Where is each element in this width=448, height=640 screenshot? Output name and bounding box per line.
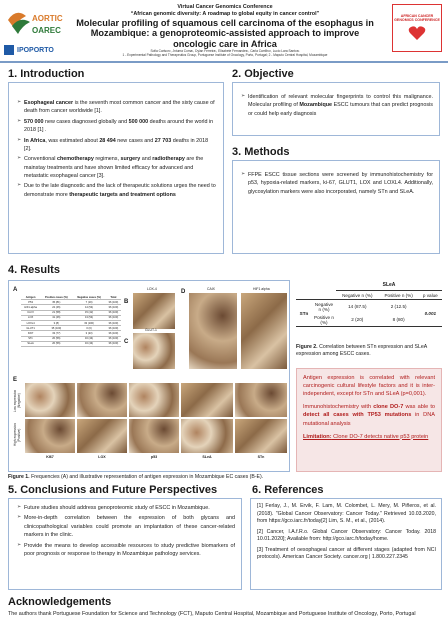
table-row: HIF1 alpha 22 (46) 14 (54) 36 (100): [21, 305, 121, 310]
oarec-logo-text: OAREC: [32, 26, 61, 35]
introduction-box: [8, 82, 224, 254]
list-item: ➢ Identification of relevant molecular fingerprints to control this malignance. Molecular profiling of Mozambique ESCC tumours that can predict prognosis or could help early diagnosis: [241, 93, 433, 118]
introduction-title: 1. Introduction: [8, 68, 85, 80]
list-item: ➢ More-in-depth correlation between the expression of both glycans and clinicopathological variables could promote an implantation of these cancer-related markers in the clinic.: [17, 514, 235, 539]
references-title: 6. References: [252, 484, 324, 496]
ipo-logo-text: IPOPORTO: [17, 46, 54, 54]
ki67-high-micrograph: [25, 419, 75, 453]
ki67-low-micrograph: [25, 383, 75, 417]
lox4-label: LOX-4: [147, 287, 157, 291]
col-label-stn: STn: [257, 455, 265, 459]
methods-box: [232, 160, 440, 254]
p53-high-micrograph: [129, 419, 179, 453]
list-item: ➢ Future studies should address genoproteomic study of ESCC in Mozambique.: [17, 504, 235, 512]
panel-label-e: E: [13, 377, 18, 383]
stn-slea-table: [296, 291, 442, 327]
objective-list: [241, 93, 433, 118]
finding-do7: Immunohistochemistry with clone DO-7 was able to detect all cases with TP53 mutations in DNA mutational analysis: [303, 404, 436, 427]
affiliations-text: 1 - Experimental Pathology and Therapeutics Group, Portuguese Institute of Oncology, Porto, Portugal; 2 - Maputo Central Hospital, Mozambique: [122, 52, 328, 57]
list-item: ➢ FFPE ESCC tissue sections were screened by immunohistochemistry for p53, hypoxia-related markers, ki-67, GLUT1, LOX and LOXL4. Additionally, glycosylation markers were also incorporated, namely STn and SLeA.: [241, 171, 433, 196]
objective-title: 2. Objective: [232, 68, 294, 80]
antigen-frequency-table: [21, 295, 121, 347]
table-row: SLeA 20 (56) 16 (44) 36 (100): [21, 341, 121, 346]
methods-list: [241, 171, 433, 196]
figure-1-caption: Figure 1. Frequencies (A) and illustrative representation of antigen expression in Mozambique EC cases (B-E).: [8, 474, 264, 480]
caix-label: CAIX: [207, 287, 215, 291]
high-expression-label: High expression (Positive): [13, 423, 21, 447]
list-item: ➢ Conventional chemotherapy regimens, surgery and radiotherapy are the mainstay treatments and have shown limited efficacy for advanced and metastatic esophageal cancer [3].: [17, 155, 217, 180]
col-label-slea: SLeA: [202, 455, 212, 459]
conclusions-box: [8, 498, 242, 590]
col-label-p53: p53: [150, 455, 158, 459]
slea-low-micrograph: [181, 383, 233, 417]
methods-title: 3. Methods: [232, 146, 290, 158]
table-row: P53 35 (81) 7 (19) 36 (100): [21, 300, 121, 305]
col-label-lox: LOX: [98, 455, 106, 459]
conclusions-title: 5. Conclusions and Future Perspectives: [8, 484, 218, 496]
introduction-list: [17, 99, 217, 199]
table-header-row: Antigen Positive cases (%) Negative cases (%) Total: [21, 295, 121, 300]
conference-subtitle: “African genomic diversity: A roadmap to global equity in cancer control”: [130, 11, 320, 17]
glut1-label: GLUT-1: [145, 328, 157, 332]
table-row: GLUT1 35 (100) 0 (0) 36 (100): [21, 326, 121, 331]
conference-logo-text: AFRICAN CANCER GENOMICS CONFERENCE: [394, 14, 440, 22]
slea-header: SLeA: [336, 282, 442, 291]
list-item: ➢ Due to the late diagnostic and the lack of therapeutic solutions urges the need to demonstrate more therapeutic targets and treatment options: [17, 182, 217, 199]
list-item: ➢ In Africa, was estimated about 28 494 new cases and 27 703 deaths in 2018 [2].: [17, 137, 217, 154]
ipo-square-icon: [4, 45, 14, 55]
panel-label-b: B: [124, 299, 129, 305]
glut1-micrograph: [133, 333, 175, 369]
lox-high-micrograph: [77, 419, 127, 453]
ipo-porto-logo: [4, 42, 64, 58]
reference-2: [2] Cancer, I.A.f.R.o. Global Cancer Observatory: Cancer Today. 2018 10.01.2020]; Available from: http://gco.iarc.fr/today/home.: [257, 528, 436, 543]
conclusions-list: [17, 504, 235, 558]
low-expression-label: Low expression (Negative): [13, 389, 21, 413]
stn-high-micrograph: [235, 419, 287, 453]
reference-3: [3] Treatment of oesophageal cancer at different stages (adapted from NCI protocols). American Cancer Society. cancer.org | 1.800.227.2345: [257, 546, 436, 561]
poster-header: [0, 0, 448, 62]
acknowledgements-title: Acknowledgements: [8, 596, 112, 608]
authors-text: Sofia Carlson¹, Jntuma Coma¹, Dylan Ferreira¹, Elisabete Fernandes¹, Carla Carrilho², Lucio Lara Santos¹: [150, 49, 300, 53]
table-row: STn 20 (56) 16 (44) 36 (100): [21, 336, 121, 341]
table-row: LOX 41 (46) 13 (54) 36 (100): [21, 315, 121, 320]
figure-2-table-area: [296, 282, 442, 340]
hif1-label: HIF1 alpha: [253, 287, 270, 291]
header-divider: [0, 61, 448, 63]
author-list: [68, 50, 382, 58]
aortic-logo-text: AORTIC: [32, 14, 63, 23]
table-row: CA IX 21 (58) 15 (42) 36 (100): [21, 310, 121, 315]
panel-label-d: D: [181, 289, 186, 295]
p53-low-micrograph: [129, 383, 179, 417]
table-row: Positive n (%) 2 (20) 8 (80): [296, 313, 442, 327]
panel-label-c: C: [124, 339, 129, 345]
col-label-ki67: KI67: [46, 455, 54, 459]
africa-heart-icon: [408, 25, 426, 41]
conference-logo: [392, 4, 442, 52]
caix-micrograph: [189, 293, 237, 369]
hif1-micrograph: [241, 293, 287, 369]
conference-name: Virtual Cancer Genomics Conference: [177, 4, 273, 10]
references-box: [250, 498, 442, 590]
lox-low-micrograph: [77, 383, 127, 417]
results-title: 4. Results: [8, 264, 60, 276]
list-item: ➢ Esophageal cancer is the seventh most common cancer and the sixty cause of death from cancer worldwide [1].: [17, 99, 217, 116]
table-row: STn Negative n (%) 14 (87.5) 2 (12.5) 0.001: [296, 300, 442, 314]
table-row: LOXL4 3 (8) 33 (100) 36 (100): [21, 320, 121, 325]
table-row: KI67 33 (77) 3 (23) 36 (100): [21, 331, 121, 336]
poster-title: Molecular profiling of squamous cell carcinoma of the esophagus in Mozambique: a genoproteomic-assisted approach to improve oncologic care in Africa: [76, 18, 374, 49]
reference-1: [1] Ferlay, J., M. Ervik, F. Lam, M. Colombet, L. Mery, M. Piñeros, et al. (2018). "Global Cancer Observatory: Cancer Today." Retrieved 10.03.2020, from https://gco.iarc.fr/today[2] Lim, S. M., et al., (2014).: [257, 503, 436, 525]
finding-limitation: Limitation: Clone DO-7 detects native p53 protein: [303, 433, 429, 440]
table-header-row: Negative n (%) Positive n (%) p value: [342, 292, 438, 298]
stn-low-micrograph: [235, 383, 287, 417]
slea-high-micrograph: [181, 419, 233, 453]
panel-label-a: A: [13, 287, 18, 293]
objective-box: [232, 82, 440, 136]
aortic-logo: [4, 6, 74, 40]
list-item: ➢ 570 000 new cases diagnosed globally and 500 000 deaths around the world in 2018 [1] .: [17, 118, 217, 135]
list-item: ➢ Provide the means to develop accessible resources to study predictive biomarkers of poor prognosis or response to therapy in Mozambique pathology services.: [17, 542, 235, 559]
key-findings-box: [296, 368, 442, 472]
figure-1: [8, 280, 290, 472]
finding-correlation: Antigen expression is correlated with relevant carcinogenic cultural lifestyle factors and it is inter-independent, except for STn and SLeA (p=0,001).: [303, 375, 435, 398]
figure-2-caption: Figure 2. Correlation between STn expression and SLeA expression among ESCC cases.: [296, 344, 427, 358]
acknowledgements-text: The authors thank Portuguese Foundation for Science and Technology (FCT), Maputo Central Hospital, Mozambique and Portuguese Institute of Oncology, Porto, Portugal: [8, 611, 416, 617]
lox4-micrograph: [133, 293, 175, 329]
